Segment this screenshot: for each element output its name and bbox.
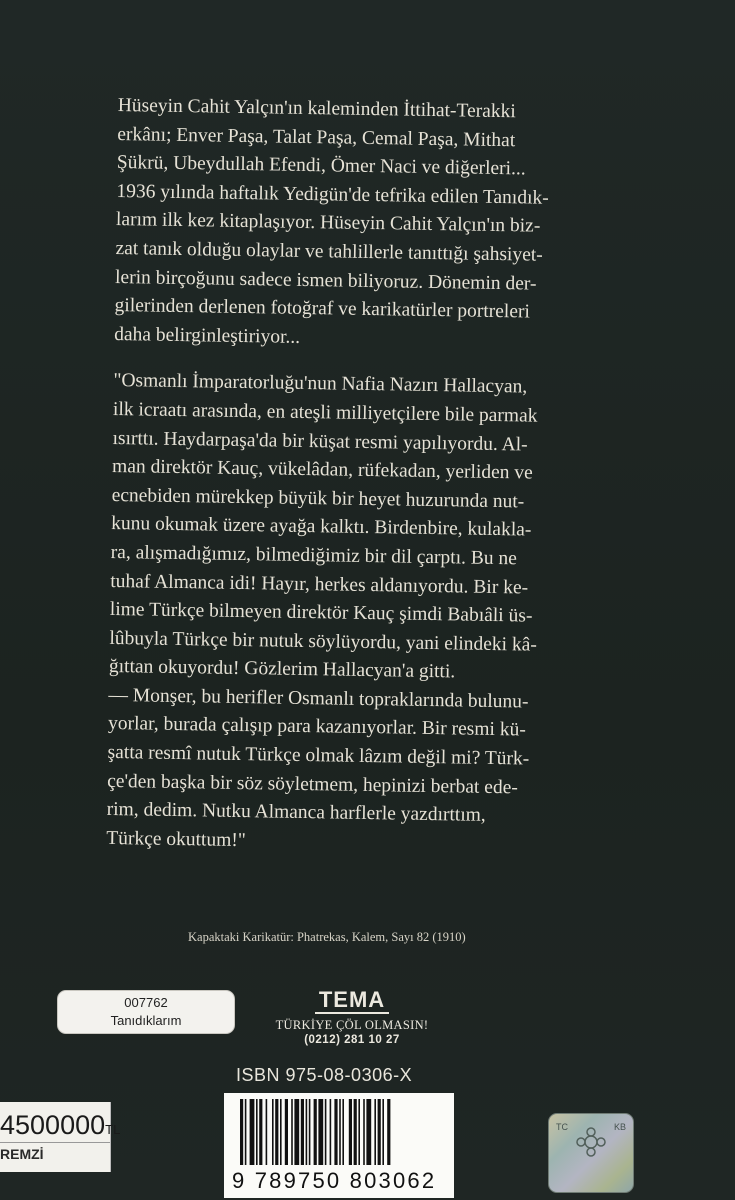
barcode-bar bbox=[240, 1099, 243, 1165]
barcode-bar bbox=[280, 1099, 282, 1165]
back-cover-text bbox=[106, 92, 628, 861]
quote-line: Türkçe okuttum!" bbox=[106, 827, 246, 851]
barcode-bar bbox=[334, 1099, 337, 1165]
barcode-bar bbox=[294, 1099, 299, 1165]
intro-line: Şükrü, Ubeydullah Efendi, Ömer Naci ve diğerleri... bbox=[116, 152, 526, 180]
publisher-name: REMZİ bbox=[0, 1146, 44, 1162]
quote-line: man direktör Kauç, vükelâdan, rüfekadan, yerliden ve bbox=[111, 456, 533, 484]
quote-line: kunu okumak üzere ayağa kalktı. Birdenbire, kulakla- bbox=[111, 513, 532, 541]
intro-line: daha belirginleştiriyor... bbox=[114, 323, 301, 348]
quote-line: rim, dedim. Nutku Almanca harflerle yazdırttım, bbox=[106, 799, 486, 827]
sticker-divider bbox=[0, 1142, 110, 1143]
barcode-bar bbox=[366, 1099, 371, 1165]
library-title: Tanıdıklarım bbox=[110, 1013, 182, 1028]
barcode-bar bbox=[325, 1099, 327, 1165]
quote-line: ra, alışmadığımız, bilmediğimiz bir dil çarptı. Bu ne bbox=[110, 541, 518, 570]
price-code bbox=[0, 1110, 120, 1141]
barcode-bar bbox=[349, 1099, 352, 1165]
intro-line: zat tanık olduğu olaylar ve tahlillerle tanıttığı şahsiyet- bbox=[115, 237, 543, 266]
quote-paragraph bbox=[106, 367, 624, 861]
quote-line: çe'den başka bir söz söyletmem, hepinizi berbat ede- bbox=[107, 770, 518, 799]
intro-line: lerin birçoğunu sadece ismen biliyoruz. Dönemin der- bbox=[114, 266, 537, 295]
barcode-bar bbox=[342, 1099, 344, 1165]
tema-phone: (0212) 281 10 27 bbox=[304, 1034, 400, 1046]
quote-line: lûbuyla Türkçe bir nutuk söylüyordu, yani elindeki kâ- bbox=[109, 627, 538, 656]
price-number: 4500000 bbox=[0, 1110, 106, 1140]
library-label bbox=[57, 990, 235, 1034]
intro-paragraph bbox=[114, 92, 628, 357]
barcode-bar bbox=[291, 1099, 293, 1165]
barcode-bar bbox=[330, 1099, 332, 1165]
isbn-text: ISBN 975-08-0306-X bbox=[236, 1065, 413, 1085]
quote-line: yorlar, burada çalışıp para kazanıyorlar. Bir resmi kü- bbox=[107, 713, 526, 741]
intro-line: larım ilk kez kitaplaşıyor. Hüseyin Cahit Yalçın'ın biz- bbox=[115, 209, 541, 238]
hologram-sticker bbox=[548, 1113, 634, 1193]
tema-slogan: TÜRKİYE ÇÖL OLMASIN! bbox=[275, 1018, 429, 1032]
quote-line: — Monşer, bu herifler Osmanlı topraklarında bulunu- bbox=[108, 684, 529, 713]
barcode-bar bbox=[314, 1099, 317, 1165]
quote-line: lime Türkçe bilmeyen direktör Kauç şimdi Babıâli üs- bbox=[109, 599, 533, 627]
barcode bbox=[224, 1093, 454, 1198]
barcode-bar bbox=[378, 1099, 381, 1165]
tema-logo: TEMA bbox=[315, 988, 389, 1014]
barcode-bar bbox=[301, 1099, 304, 1165]
barcode-bar bbox=[358, 1099, 360, 1165]
quote-line: tuhaf Almanca idi! Hayır, herkes aldanıyordu. Bir ke- bbox=[110, 570, 529, 599]
barcode-bar bbox=[245, 1099, 247, 1165]
quote-line: ğıttan okuyordu! Gözlerim Hallacyan'a gitti. bbox=[108, 656, 456, 683]
intro-line: erkânı; Enver Paşa, Talat Paşa, Cemal Paşa, Mithat bbox=[117, 123, 516, 151]
barcode-bar bbox=[339, 1099, 341, 1165]
barcode-bar bbox=[272, 1099, 274, 1165]
barcode-bar bbox=[309, 1099, 311, 1165]
intro-line: Hüseyin Cahit Yalçın'ın kaleminden İttihat-Terakki bbox=[117, 94, 516, 123]
quote-line: ısırttı. Haydarpaşa'da bir küşat resmi yapılıyordu. Al- bbox=[112, 427, 528, 456]
cover-caricature-credit: Kapaktaki Karikatür: Phatrekas, Kalem, Sayı 82 (1910) bbox=[188, 930, 466, 944]
intro-line: 1936 yılında haftalık Yedigün'de tefrika edilen Tanıdık- bbox=[116, 180, 549, 209]
barcode-bar bbox=[275, 1099, 278, 1165]
quote-line: şatta resmî nutuk Türkçe olmak lâzım değil mi? Türk- bbox=[107, 741, 530, 770]
barcode-bar bbox=[259, 1099, 262, 1165]
barcode-bar bbox=[285, 1099, 288, 1165]
library-number: 007762 bbox=[124, 995, 168, 1010]
ministry-emblem-icon bbox=[573, 1124, 609, 1160]
quote-line: ilk icraatı arasında, en ateşli milliyetçilere bile parmak bbox=[112, 398, 538, 427]
tema-foundation-block bbox=[252, 988, 452, 1046]
quote-line: "Osmanlı İmparatorluğu'nun Nafia Nazırı Hallacyan, bbox=[113, 370, 528, 398]
hologram-right-text: KB bbox=[613, 1122, 626, 1132]
barcode-digits: 9 789750 803062 bbox=[232, 1168, 437, 1193]
barcode-bar bbox=[363, 1099, 365, 1165]
price-suffix: TL bbox=[105, 1122, 121, 1137]
barcode-bar bbox=[266, 1099, 268, 1165]
hologram-left-text: TC bbox=[556, 1122, 568, 1132]
barcode-bar bbox=[256, 1099, 258, 1165]
quote-line: ecnebiden mürekkep büyük bir heyet huzurunda nut- bbox=[111, 484, 525, 513]
intro-line: gilerinden derlenen fotoğraf ve karikatürler portreleri bbox=[114, 295, 531, 323]
price-sticker bbox=[0, 1102, 121, 1172]
barcode-bar bbox=[306, 1099, 308, 1165]
barcode-bar bbox=[382, 1099, 384, 1165]
barcode-bar bbox=[387, 1099, 390, 1165]
barcode-bar bbox=[354, 1099, 357, 1165]
barcode-bar bbox=[374, 1099, 376, 1165]
barcode-bars bbox=[236, 1099, 442, 1167]
barcode-bar bbox=[250, 1099, 255, 1165]
barcode-bar bbox=[318, 1099, 323, 1165]
